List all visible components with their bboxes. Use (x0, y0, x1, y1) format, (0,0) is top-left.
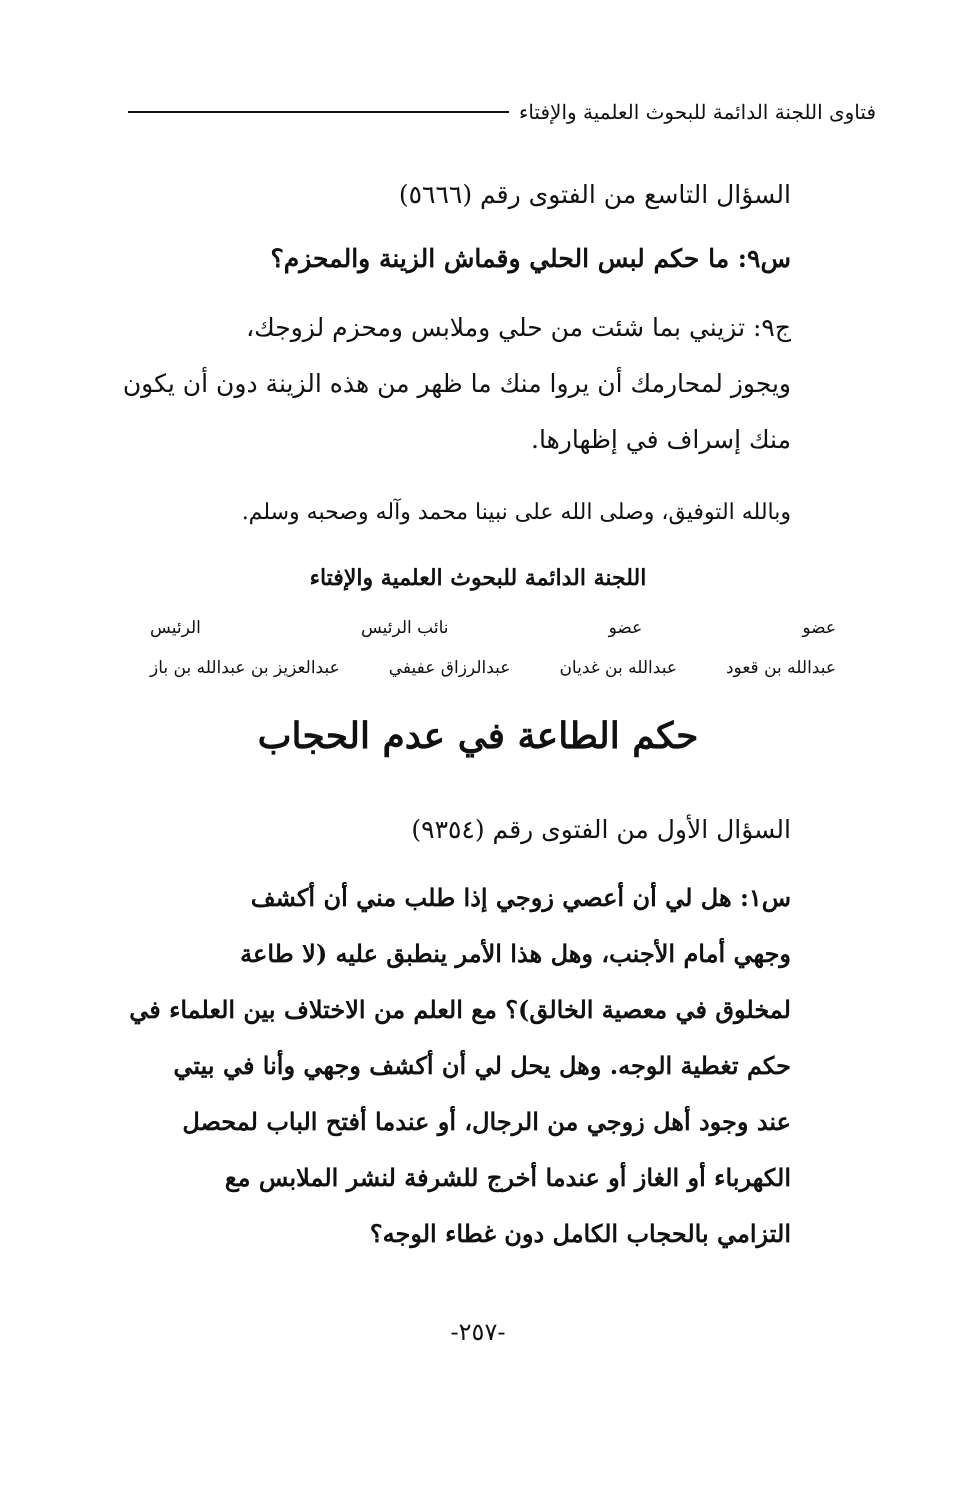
question-line: س١: هل لي أن أعصي زوجي إذا طلب مني أن أكشف (250, 883, 791, 912)
signature-name: عبدالله بن غديان (559, 658, 677, 678)
signature-name: عبدالرزاق عفيفي (388, 658, 511, 678)
fatwa1-reference: السؤال التاسع من الفتوى رقم (٥٦٦٦) (398, 180, 791, 209)
running-header (128, 100, 876, 124)
question-line: وجهي أمام الأجنب، وهل هذا الأمر ينطبق عليه (لا طاعة (240, 939, 791, 968)
answer-line: ج٩: تزيني بما شئت من حلي وملابس ومحزم لزوجك، (246, 313, 791, 342)
fatwa2-reference: السؤال الأول من الفتوى رقم (٩٣٥٤) (411, 815, 791, 844)
question-line: الكهرباء أو الغاز أو عندما أخرج للشرفة لنشر الملابس مع (224, 1163, 791, 1192)
question-line: حكم تغطية الوجه. وهل يحل لي أن أكشف وجهي وأنا في بيتي (173, 1051, 791, 1080)
question-line: عند وجود أهل زوجي من الرجال، أو عندما أفتح الباب لمحصل (182, 1107, 791, 1136)
signature-name: عبدالله بن قعود (725, 658, 836, 678)
signature-title: نائب الرئيس (360, 618, 449, 638)
header-title: فتاوى اللجنة الدائمة للبحوث العلمية والإفتاء (518, 100, 876, 124)
closing-prayer: وبالله التوفيق، وصلى الله على نبينا محمد وآله وصحبه وسلم. (241, 500, 791, 525)
fatwa1-answer (101, 300, 791, 468)
question-line: التزامي بالحجاب الكامل دون غطاء الوجه؟ (369, 1219, 791, 1248)
fatwa2-question (101, 870, 791, 1262)
signature-title: عضو (802, 618, 836, 638)
committee-name: اللجنة الدائمة للبحوث العلمية والإفتاء (309, 565, 647, 591)
signature-title: عضو (608, 618, 643, 638)
page-number: -٢٥٧- (450, 1318, 506, 1346)
signature-name: عبدالعزيز بن عبدالله بن باز (150, 658, 340, 678)
signature-titles (150, 618, 836, 638)
question-line: لمخلوق في معصية الخالق)؟ مع العلم من الاختلاف بين العلماء في (129, 995, 791, 1024)
answer-line: ويجوز لمحارمك أن يروا منك ما ظهر من هذه الزينة دون أن يكون (122, 369, 791, 398)
header-rule (128, 111, 509, 113)
section-title: حكم الطاعة في عدم الحجاب (257, 715, 699, 757)
fatwa1-question: س٩: ما حكم لبس الحلي وقماش الزينة والمحزم؟ (270, 244, 791, 273)
signature-names (150, 658, 836, 678)
answer-line: منك إسراف في إظهارها. (531, 425, 791, 454)
signature-title: الرئيس (150, 618, 201, 638)
